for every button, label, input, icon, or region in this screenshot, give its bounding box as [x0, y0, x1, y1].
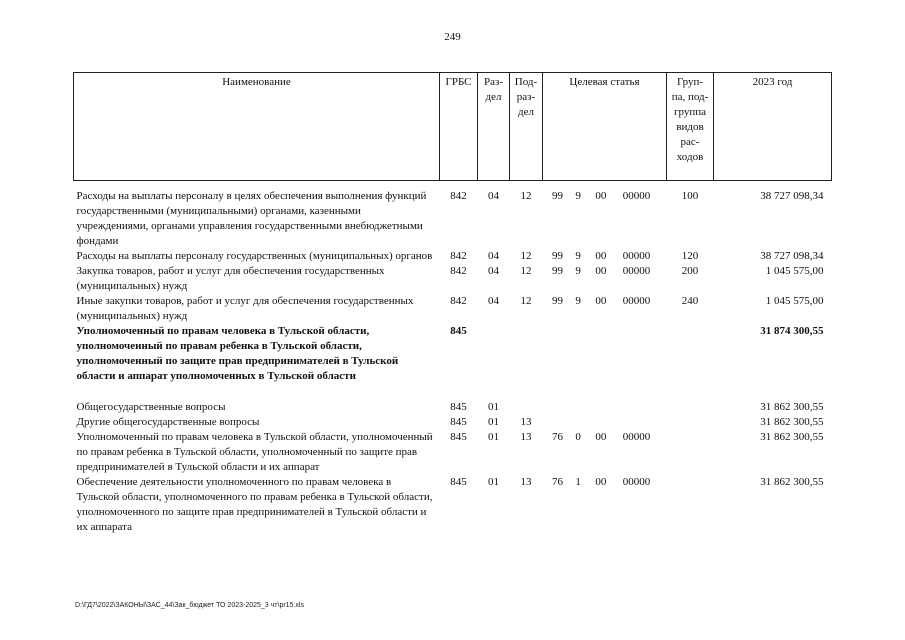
row-podrazdel: 13: [520, 431, 532, 443]
target-article-part: 00000: [622, 295, 651, 307]
target-article-part: 00: [595, 190, 607, 202]
header-name: Наименование: [74, 73, 440, 181]
table-row: [74, 324, 832, 400]
row-podrazdel: 13: [520, 416, 532, 428]
table-row: [74, 249, 832, 264]
row-razdel: 01: [488, 401, 499, 413]
row-target-article: [543, 400, 667, 415]
row-razdel: 04: [488, 250, 499, 262]
row-expense-group: 100: [681, 190, 699, 202]
row-podrazdel: 12: [520, 250, 532, 262]
table-body: [74, 181, 832, 536]
target-article-part: 00: [595, 265, 607, 277]
row-podrazdel: 13: [520, 476, 532, 488]
row-amount: 31 862 300,55: [760, 476, 824, 488]
header-grbs: ГРБС: [440, 73, 478, 181]
row-razdel: 04: [488, 190, 499, 202]
row-grbs: 842: [450, 295, 467, 307]
row-grbs: 845: [450, 476, 467, 488]
row-name: Закупка товаров, работ и услуг для обеспечения государственных (муниципальных) нужд: [76, 265, 385, 292]
row-expense-group: [667, 324, 714, 400]
header-razdel: Раз- дел: [478, 73, 510, 181]
row-expense-group: [667, 430, 714, 475]
row-target-article: [543, 415, 667, 430]
row-razdel: 01: [488, 431, 499, 443]
row-podrazdel: [510, 400, 543, 415]
row-grbs: 842: [450, 265, 467, 277]
row-razdel: [478, 324, 510, 400]
row-name: Иные закупки товаров, работ и услуг для обеспечения государственных (муниципальных) нужд: [76, 295, 414, 322]
row-name: Другие общегосударственные вопросы: [76, 416, 260, 428]
target-article-part: 00000: [622, 265, 651, 277]
row-amount: 31 862 300,55: [760, 401, 824, 413]
target-article-part: 9: [575, 295, 581, 307]
header-celevaya: Целевая статья: [543, 73, 667, 181]
target-article-part: 00: [595, 295, 607, 307]
row-expense-group: [667, 415, 714, 430]
target-article-part: 99: [552, 250, 563, 262]
row-amount: 1 045 575,00: [765, 265, 824, 277]
row-name: Уполномоченный по правам человека в Тульской области, уполномоченный по правам ребенка в Тульской области, уполномоченный по защите прав предпринимателей в Тульской области и их аппарат: [76, 431, 433, 473]
row-amount: 31 874 300,55: [760, 325, 824, 337]
target-article-part: 00000: [622, 190, 651, 202]
row-expense-group: 240: [681, 295, 699, 307]
row-target-article: [543, 294, 667, 324]
target-article-part: 99: [552, 295, 563, 307]
target-article-part: 99: [552, 265, 563, 277]
header-gruppa: Груп- па, под- группа видов рас- ходов: [667, 73, 714, 181]
row-amount: 38 727 098,34: [760, 250, 824, 262]
row-amount: 1 045 575,00: [765, 295, 824, 307]
header-podrazdel: Под- раз- дел: [510, 73, 543, 181]
row-target-article: [543, 249, 667, 264]
row-expense-group: 200: [681, 265, 699, 277]
row-grbs: 842: [450, 190, 467, 202]
row-name: Уполномоченный по правам человека в Тульской области, уполномоченный по правам ребенка в Тульской области, уполномоченный по защите прав предпринимателей в Тульской области и аппарат уполномоченных в Тульской области: [76, 325, 399, 382]
table-row: [74, 430, 832, 475]
row-razdel: 04: [488, 295, 499, 307]
header-year: 2023 год: [714, 73, 832, 181]
row-grbs: 845: [450, 325, 467, 337]
table-row: [74, 475, 832, 535]
target-article-part: 0: [575, 431, 581, 443]
target-article-part: 00000: [622, 431, 651, 443]
row-razdel: 01: [488, 476, 499, 488]
target-article-part: 99: [552, 190, 563, 202]
page-number: 249: [444, 31, 461, 43]
target-article-part: 00: [595, 431, 607, 443]
budget-table: [73, 72, 832, 535]
row-amount: 38 727 098,34: [760, 190, 824, 202]
row-podrazdel: 12: [520, 295, 532, 307]
target-article-part: 00: [595, 250, 607, 262]
row-grbs: 845: [450, 431, 467, 443]
row-name: Обеспечение деятельности уполномоченного по правам человека в Тульской области, уполномоченного по правам ребенка в Тульской области, уполномоченного по защите прав предпринимателей в Тульской области и их аппарата: [76, 476, 433, 533]
row-grbs: 845: [450, 416, 467, 428]
target-article-part: 1: [575, 476, 581, 488]
row-target-article: [543, 475, 667, 535]
row-podrazdel: 12: [520, 190, 532, 202]
row-podrazdel: 12: [520, 265, 532, 277]
row-target-article: [543, 430, 667, 475]
row-amount: 31 862 300,55: [760, 416, 824, 428]
table-row: [74, 294, 832, 324]
table-row: [74, 181, 832, 250]
table-row: [74, 264, 832, 294]
row-name: Расходы на выплаты персоналу в целях обеспечения выполнения функций государственными (муниципальными) органами, казенными учреждениями, органами управления государственными внебюджетными фондами: [76, 190, 427, 247]
row-amount: 31 862 300,55: [760, 431, 824, 443]
target-article-part: 9: [575, 265, 581, 277]
target-article-part: 00000: [622, 250, 651, 262]
row-expense-group: [667, 475, 714, 535]
target-article-part: 9: [575, 190, 581, 202]
target-article-part: 00000: [622, 476, 651, 488]
row-grbs: 845: [450, 401, 467, 413]
row-grbs: 842: [450, 250, 467, 262]
row-name: Расходы на выплаты персоналу государственных (муниципальных) органов: [76, 250, 433, 262]
table-row: [74, 400, 832, 415]
row-expense-group: [667, 400, 714, 415]
row-target-article: [543, 324, 667, 400]
row-target-article: [543, 181, 667, 250]
row-target-article: [543, 264, 667, 294]
row-name: Общегосударственные вопросы: [76, 401, 226, 413]
row-expense-group: 120: [681, 250, 699, 262]
row-razdel: 01: [488, 416, 499, 428]
target-article-part: 76: [552, 431, 563, 443]
table-header-row: [74, 73, 832, 181]
row-podrazdel: [510, 324, 543, 400]
table-row: [74, 415, 832, 430]
target-article-part: 76: [552, 476, 563, 488]
target-article-part: 00: [595, 476, 607, 488]
row-razdel: 04: [488, 265, 499, 277]
target-article-part: 9: [575, 250, 581, 262]
footer-file-path: D:\ГД7\2022\ЗАКОНЫ\ЗАС_44\Зак_бюджет ТО 2023-2025_3 чт\pr15.xls: [75, 602, 304, 609]
